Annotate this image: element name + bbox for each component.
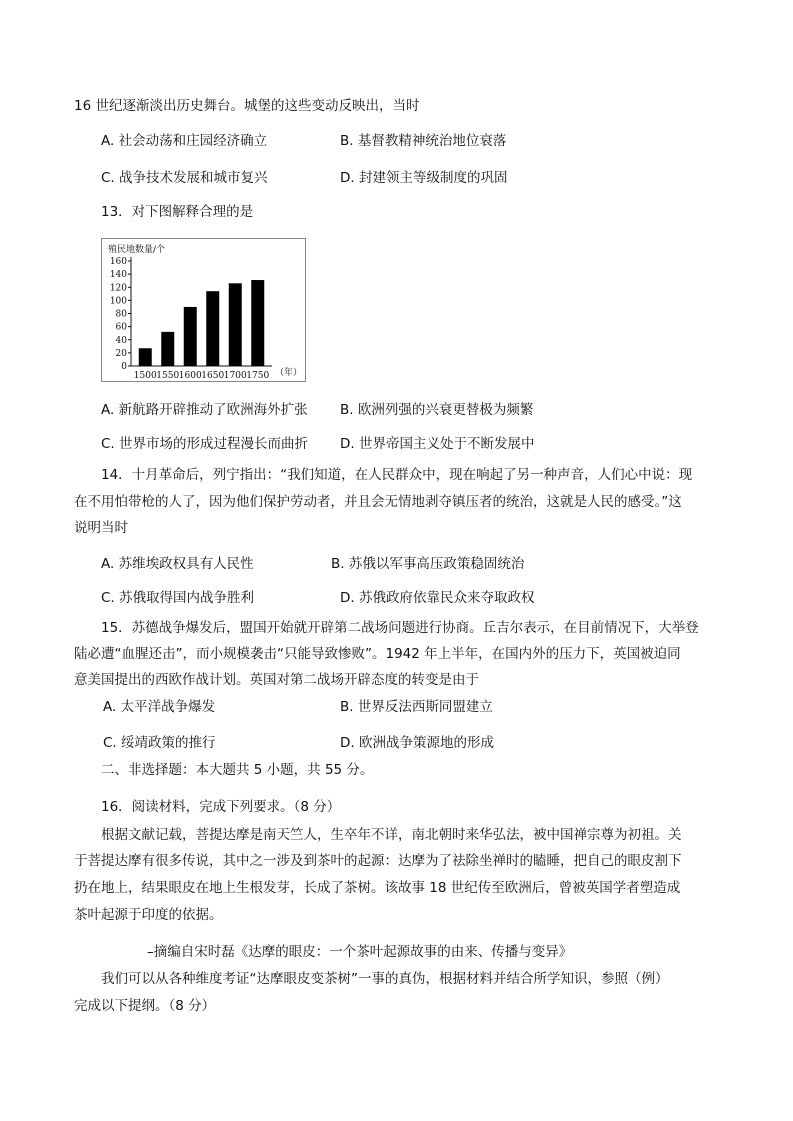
q16-material-line-3: 扔在地上，结果眼皮在地上生根发芽，长成了茶树。该故事 18 世纪传至欧洲后，曾被英国学者塑造成 (74, 880, 681, 896)
q14-option-a: A. 苏维埃政权具有人民性 (101, 556, 254, 572)
q16-stem: 16．阅读材料，完成下列要求。（8 分） (101, 799, 341, 815)
q14-option-d: D. 苏俄政府依靠民众来夺取政权 (340, 590, 535, 606)
q16-material-line-2: 于菩提达摩有很多传说，其中之一涉及到茶叶的起源：达摩为了祛除坐禅时的瞌睡，把自己的眼皮割下 (74, 853, 682, 869)
chart-y-tick-label: 160 (109, 257, 127, 267)
chart-bar (161, 332, 174, 366)
chart-x-tick-label: 1500 (133, 371, 157, 381)
q13-stem: 13．对下图解释合理的是 (101, 204, 254, 220)
q14-option-c: C. 苏俄取得国内战争胜利 (101, 590, 255, 606)
chart-y-tick-label: 20 (115, 348, 127, 359)
q12-option-b: B. 基督教精神统治地位衰落 (340, 133, 507, 149)
q16-material-line-1: 根据文献记载，菩提达摩是南天竺人，生卒年不详，南北朝时来华弘法，被中国禅宗尊为初祖。关 (101, 827, 682, 843)
q14-stem-line-1: 14．十月革命后，列宁指出：“我们知道，在人民群众中，现在响起了另一种声音，人们心中说：现 (101, 467, 693, 483)
chart-y-tick-label: 0 (121, 362, 127, 372)
chart-y-tick-label: 140 (109, 270, 127, 281)
chart-canvas (102, 239, 305, 381)
q16-material-line-4: 茶叶起源于印度的依据。 (74, 907, 223, 923)
chart-y-tick-label: 100 (109, 296, 127, 307)
q14-stem-line-3: 说明当时 (74, 520, 128, 536)
q15-option-d: D. 欧洲战争策源地的形成 (340, 735, 494, 751)
chart-bar (184, 307, 197, 366)
chart-y-tick-label: 80 (115, 309, 127, 320)
section-2-heading: 二、非选择题：本大题共 5 小题，共 55 分。 (101, 762, 374, 778)
chart-x-tick-label: 1650 (201, 371, 225, 381)
q13-option-b: B. 欧洲列强的兴衰更替极为频繁 (340, 402, 534, 418)
q14-stem-line-2: 在不用怕带枪的人了，因为他们保护劳动者，并且会无情地剥夺镇压者的统治，这就是人民的感受。”这 (74, 494, 682, 510)
q15-option-c: C. 绥靖政策的推行 (103, 735, 216, 751)
q13-option-a: A. 新航路开辟推动了欧洲海外扩张 (101, 402, 308, 418)
q16-source-citation: –摘编自宋时磊《达摩的眼皮：一个茶叶起源故事的由来、传播与变异》 (147, 944, 573, 960)
q16-task-line-1: 我们可以从各种维度考证“达摩眼皮变茶树”一事的真伪，根据材料并结合所学知识，参照（例） (101, 971, 669, 987)
q15-stem-line-2: 陆必遭“血腥还击”，而小规模袭击“只能导致惨败”。1942 年上半年，在国内外的压力下，英国被迫同 (74, 646, 681, 662)
chart-y-tick-label: 60 (115, 322, 127, 333)
chart-y-tick-label: 120 (109, 283, 127, 294)
q12-option-c: C. 战争技术发展和城市复兴 (101, 170, 268, 186)
q16-task-line-2: 完成以下提纲。（8 分） (74, 998, 216, 1014)
chart-x-axis-unit: （年） (275, 368, 303, 378)
q12-stem-tail: 16 世纪逐渐淡出历史舞台。城堡的这些变动反映出，当时 (74, 98, 420, 114)
q13-option-c: C. 世界市场的形成过程漫长而曲折 (101, 436, 309, 452)
q14-option-b: B. 苏俄以军事高压政策稳固统治 (331, 556, 525, 572)
chart-bar (139, 348, 152, 366)
chart-x-tick-label: 1750 (246, 371, 270, 381)
chart-x-tick-label: 1700 (223, 371, 247, 381)
chart-x-tick-label: 1600 (178, 371, 202, 381)
colonies-bar-chart (101, 238, 306, 382)
q12-option-d: D. 封建领主等级制度的巩固 (340, 170, 508, 186)
q13-option-d: D. 世界帝国主义处于不断发展中 (340, 436, 535, 452)
q15-stem-line-1: 15．苏德战争爆发后，盟国开始就开辟第二战场问题进行协商。丘吉尔表示，在目前情况下，大举登 (101, 620, 699, 636)
q15-option-a: A. 太平洋战争爆发 (103, 699, 216, 715)
chart-bar (251, 280, 264, 366)
q12-option-a: A. 社会动荡和庄园经济确立 (101, 133, 268, 149)
chart-bar (206, 291, 219, 366)
chart-bar (229, 283, 242, 366)
chart-x-tick-label: 1550 (156, 371, 180, 381)
chart-y-axis-label: 殖民地数量/个 (108, 245, 166, 255)
chart-y-tick-label: 40 (115, 335, 127, 346)
q15-stem-line-3: 意美国提出的西欧作战计划。英国对第二战场开辟态度的转变是由于 (74, 672, 479, 688)
q15-option-b: B. 世界反法西斯同盟建立 (340, 699, 493, 715)
